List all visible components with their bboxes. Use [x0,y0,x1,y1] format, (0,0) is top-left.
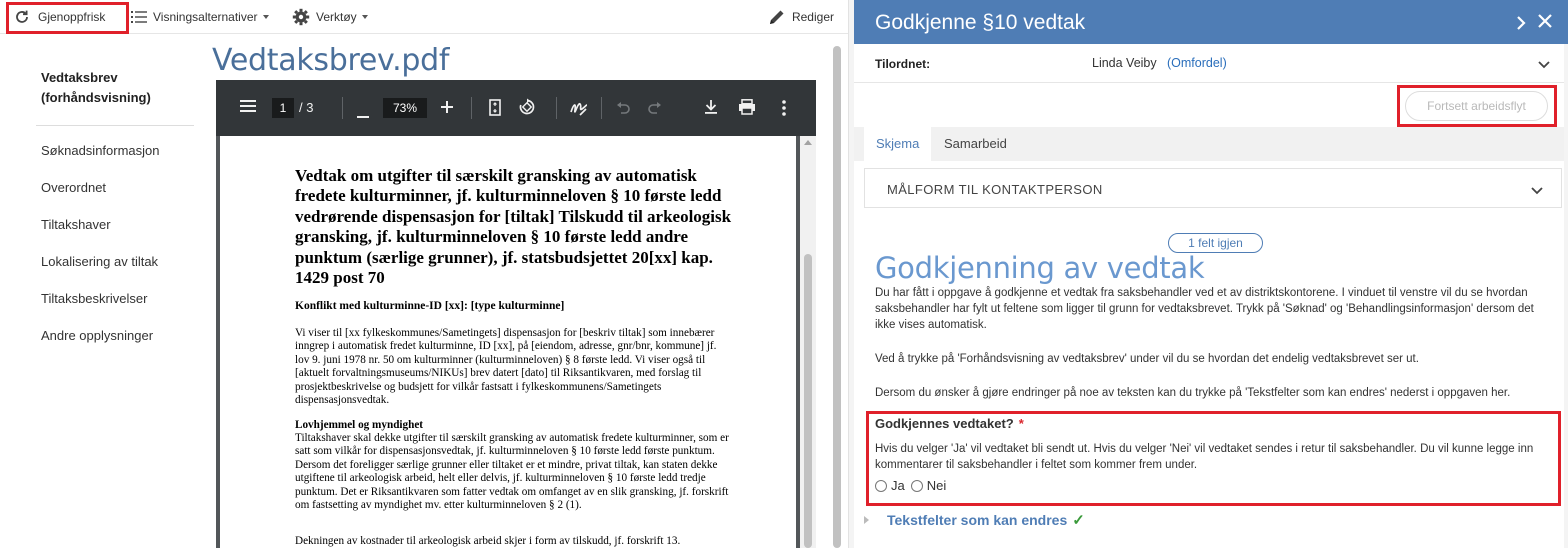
edit-button[interactable] [768,6,834,28]
radio-yes-label[interactable]: Ja [891,478,905,493]
toolbar-divider [601,97,602,119]
tab-form[interactable]: Skjema [864,127,931,161]
refresh-label: Gjenoppfrisk [38,10,106,24]
rotate-icon[interactable] [518,98,536,119]
fields-remaining-badge[interactable]: 1 felt igjen [1168,233,1263,253]
sidenav-item-descriptions[interactable]: Tiltaksbeskrivelser [41,291,148,306]
more-icon[interactable] [782,100,786,119]
chevron-down-icon [362,15,368,19]
language-accordion[interactable] [864,168,1562,208]
document-pane-scrollbar-thumb[interactable] [833,46,841,548]
refresh-icon [14,9,30,25]
refresh-button[interactable] [14,6,105,28]
approval-radio-group [875,478,952,493]
letter-paragraph: Tiltakshaver skal dekke utgifter til særskilt gransking av automatisk fredete kulturminner, som er satt som vilkår for dispensasjonsvedtak, jf. kulturminneloven § 10 første ledd første punktum. Dersom det foreligger særlige grunner eller tiltaket er et mindre, privat tiltak, kan staten dekke utgiftene til arkeologisk arbeid, helt eller delvis, jf. kulturminneloven § 10 første ledd tredje punktum. Det er Riksantikvaren som fatter vedtak om omfanget av en slik gransking, jf. forskrift om fastsetting av myndighet mv. etter kulturminneloven § 2 (1). [295,432,729,512]
task-title: Godkjenne §10 vedtak [875,11,1086,34]
page-number-input[interactable]: 1 [272,98,294,118]
zoom-input[interactable]: 73% [383,98,427,118]
required-marker: * [1018,416,1024,431]
checkmark-icon: ✓ [1072,512,1085,529]
letter-heading: Vedtak om utgifter til særskilt gransking av automatisk fredete kulturminner, jf. kulturminneloven § 10 første ledd vedrørende dispensasjon for [tiltak] Tilskudd til arkeologisk gransking, jf. kulturminneloven § 10 første ledd andre punktum (særlige grunner), jf. statsbudsjettet 20[xx] kap. 1429 post 70 [295,166,732,288]
collapse-pane-icon[interactable] [1516,14,1526,35]
reassign-link[interactable]: (Omfordel) [1167,56,1227,70]
scroll-up-icon[interactable] [804,140,812,145]
form-intro [875,285,1545,419]
document-title: Vedtaksbrev.pdf [212,43,450,78]
chevron-down-icon [1531,182,1543,200]
redo-icon[interactable] [648,101,662,117]
toolbar-divider [556,97,557,119]
intro-paragraph: Ved å trykke på 'Forhåndsvisning av vedtaksbrev' under vil du se hvordan det endelig vedtaksbrevet ser ut. [875,353,1419,365]
accordion-label: MÅLFORM TIL KONTAKTPERSON [887,182,1103,197]
approval-question-label: Godkjennes vedtaket? [875,416,1014,431]
sidenav-divider [36,125,194,126]
menu-icon[interactable] [240,99,256,116]
fit-page-icon[interactable] [489,99,501,119]
document-sidenav [36,68,194,364]
toolbar-divider [342,97,343,119]
zoom-in-icon[interactable] [441,101,453,116]
task-pane [854,0,1568,548]
gear-icon [292,8,310,26]
close-icon[interactable] [1538,12,1552,33]
chevron-down-icon [263,15,269,19]
chevron-down-icon[interactable] [1538,56,1550,74]
draw-icon[interactable] [570,99,588,119]
edit-label: Rediger [791,10,834,24]
expand-arrow-icon [864,516,869,524]
continue-workflow-button[interactable]: Fortsett arbeidsflyt [1405,91,1548,121]
pdf-toolbar [216,80,816,136]
pdf-page [220,136,796,548]
letter-paragraph: Vi viser til [xx fylkeskommunes/Sametingets] dispensasjon for [beskriv tiltak] som innebærer inngrep i automatisk fredet kulturminne, ID [xx], på [eiendom, adresse, gnr/bnr, kommune] jf. lov 9. juni 1978 nr. 50 om kulturminner (kulturminneloven) § 8 første ledd. Vi viser også til [aktuelt forvaltningsmuseums/NIKUs] brev datert [dato] til Riksantikvaren, med forslag til prosjektbeskrivelse og budsjett for vilkår fastsatt i fylkeskommunens/Sametingets dispensasjonsvedtak. [295,327,717,407]
view-options-menu[interactable] [131,6,269,28]
undo-icon[interactable] [616,101,630,117]
tools-label: Verktøy [316,10,357,24]
task-pane-scrollbar[interactable] [1564,44,1568,548]
editable-text-fields-section[interactable] [864,511,1085,529]
page-total: / 3 [299,100,314,115]
intro-paragraph: Dersom du ønsker å gjøre endringer på noe av teksten kan du trykke på 'Tekstfelter som kan endres' nederst i oppgaven her. [875,387,1511,399]
approval-question [875,416,1024,431]
list-icon [131,10,147,24]
letter-conflict-heading: Konflikt med kulturminne-ID [xx]: [type kulturminne] [295,300,565,312]
assignee-row [854,44,1568,83]
assignee-name: Linda Veiby [1092,56,1157,70]
tools-menu[interactable] [292,6,368,28]
radio-no-label[interactable]: Nei [926,478,947,493]
sidenav-item-developer[interactable]: Tiltakshaver [41,217,111,232]
assignee-label: Tilordnet: [875,57,931,71]
pdf-scrollbar[interactable] [800,136,816,548]
download-icon[interactable] [704,99,718,118]
radio-yes[interactable] [875,480,887,492]
letter-paragraph: Dekningen av kostnader til arkeologisk arbeid skjer i form av tilskudd, jf. forskrift 13. [295,535,681,547]
zoom-out-icon[interactable] [357,106,369,121]
sidenav-item-letter-preview[interactable]: Vedtaksbrev (forhåndsvisning) [41,70,151,105]
sidenav-item-application-info[interactable]: Søknadsinformasjon [41,143,160,158]
document-pane-scrollbar[interactable] [832,34,842,548]
approval-help-text: Hvis du velger 'Ja' vil vedtaket bli sendt ut. Hvis du velger 'Nei' vil vedtaket sendes i retur til saksbehandler. Du vil kunne legge inn kommentarer til saksbehandler i feltet som kommer frem under. [875,443,1534,471]
radio-no[interactable] [911,480,923,492]
toolbar-divider [471,97,472,119]
pdf-viewer [216,80,816,548]
sidenav-item-general[interactable]: Overordnet [41,180,107,195]
task-tabs [854,127,1568,161]
pencil-icon [768,8,786,26]
form-title: Godkjenning av vedtak [875,251,1205,285]
sidenav-item-location[interactable]: Lokalisering av tiltak [41,254,159,269]
intro-paragraph: Du har fått i oppgave å godkjenne et vedtak fra saksbehandler ved et av distriktskontorene. I vinduet til venstre vil du se hvordan saksbehandler har fylt ut feltene som ligger til grunn for vedtaksbrevet. Trykk på 'Søknad' og 'Behandlingsinformasjon' dersom det ikke vises automatisk. [875,287,1534,331]
document-toolbar [0,0,848,34]
view-options-label: Visningsalternativer [153,10,258,24]
letter-law-heading: Lovhjemmel og myndighet [295,419,424,431]
sidenav-item-other-info[interactable]: Andre opplysninger [41,328,154,343]
task-header [854,0,1568,44]
tab-collaboration[interactable]: Samarbeid [944,136,1007,151]
pdf-scrollbar-thumb[interactable] [804,254,812,548]
editable-text-fields-label: Tekstfelter som kan endres [887,512,1068,528]
print-icon[interactable] [738,99,756,118]
